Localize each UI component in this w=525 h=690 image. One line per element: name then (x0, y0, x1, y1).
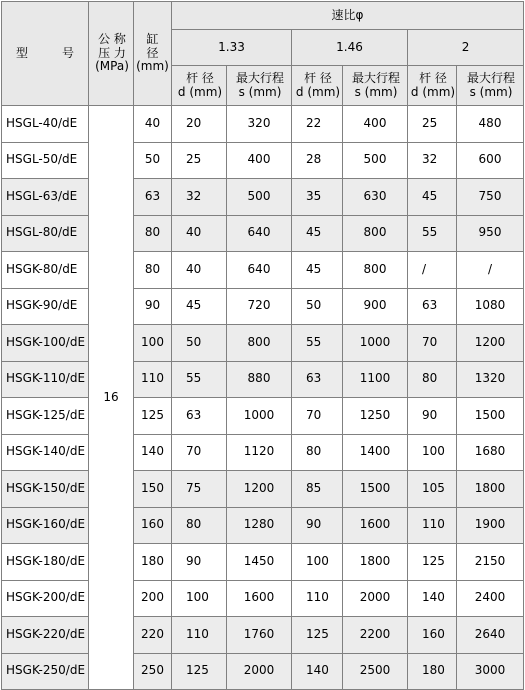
model-cell: HSGK-200/dE (2, 580, 89, 617)
bore-header-line-2: 径 (146, 45, 159, 60)
bore-cell: 100 (134, 325, 172, 362)
stroke-cell-3: 480 (457, 106, 524, 143)
rod-cell-1: 20 (172, 106, 227, 143)
model-cell: HSGK-90/dE (2, 288, 89, 325)
rod-cell-1: 90 (172, 544, 227, 581)
rod-cell-3: 70 (408, 325, 457, 362)
table-row (2, 580, 524, 617)
table-row (2, 252, 524, 289)
rod-cell-1: 75 (172, 471, 227, 508)
rod-cell-1: 40 (172, 215, 227, 252)
table-row (2, 653, 524, 690)
rod-cell-1: 63 (172, 398, 227, 435)
rod-cell-3: 25 (408, 106, 457, 143)
model-cell: HSGL-80/dE (2, 215, 89, 252)
bore-header (134, 2, 172, 106)
model-header-char-2: 号 (62, 45, 75, 60)
table-row (2, 398, 524, 435)
spec-table (1, 1, 524, 690)
stroke-cell-1: 1200 (227, 471, 292, 508)
table-row (2, 617, 524, 654)
pressure-header-line-2: 压 力 (98, 45, 126, 60)
table-row (2, 471, 524, 508)
table-row (2, 544, 524, 581)
rod-cell-1: 25 (172, 142, 227, 179)
rod-cell-3: 63 (408, 288, 457, 325)
rod-cell-2: 63 (292, 361, 343, 398)
bore-cell: 140 (134, 434, 172, 471)
table-row (2, 325, 524, 362)
stroke-cell-1: 1000 (227, 398, 292, 435)
stroke-cell-2: 800 (343, 252, 408, 289)
stroke-cell-2: 2000 (343, 580, 408, 617)
rod-cell-2: 70 (292, 398, 343, 435)
rod-cell-3: / (408, 252, 457, 289)
rod-cell-2: 28 (292, 142, 343, 179)
stroke-cell-1: 880 (227, 361, 292, 398)
model-cell: HSGK-100/dE (2, 325, 89, 362)
rod-cell-1: 32 (172, 179, 227, 216)
rod-cell-2: 110 (292, 580, 343, 617)
stroke-cell-3: 950 (457, 215, 524, 252)
model-cell: HSGK-160/dE (2, 507, 89, 544)
stroke-cell-3: 2400 (457, 580, 524, 617)
stroke-cell-3: 3000 (457, 653, 524, 690)
bore-cell: 150 (134, 471, 172, 508)
stroke-cell-1: 2000 (227, 653, 292, 690)
bore-cell: 110 (134, 361, 172, 398)
stroke-cell-3: 1200 (457, 325, 524, 362)
model-header-char-1: 型 (15, 45, 28, 60)
model-cell: HSGK-80/dE (2, 252, 89, 289)
stroke-cell-1: 1280 (227, 507, 292, 544)
stroke-cell-2: 800 (343, 215, 408, 252)
stroke-cell-3: 2150 (457, 544, 524, 581)
rod-cell-2: 45 (292, 215, 343, 252)
stroke-header-1 (227, 66, 292, 106)
rod-header-3-line-2: d (mm) (410, 84, 456, 99)
pressure-header-line-1: 公 称 (98, 31, 126, 46)
rod-cell-3: 55 (408, 215, 457, 252)
rod-cell-3: 32 (408, 142, 457, 179)
table-row (2, 215, 524, 252)
stroke-cell-2: 1000 (343, 325, 408, 362)
stroke-cell-2: 2500 (343, 653, 408, 690)
rod-cell-3: 45 (408, 179, 457, 216)
stroke-cell-1: 640 (227, 252, 292, 289)
rod-header-3-line-1: 杆 径 (419, 70, 447, 85)
table-row (2, 507, 524, 544)
ratio-2-header: 1.46 (292, 30, 408, 66)
model-cell: HSGK-110/dE (2, 361, 89, 398)
pressure-cell: 16 (89, 106, 134, 690)
rod-cell-3: 125 (408, 544, 457, 581)
rod-header-2 (292, 66, 343, 106)
rod-cell-2: 50 (292, 288, 343, 325)
model-cell: HSGK-125/dE (2, 398, 89, 435)
rod-cell-3: 180 (408, 653, 457, 690)
rod-header-1-line-1: 杆 径 (186, 70, 214, 85)
rod-cell-3: 140 (408, 580, 457, 617)
stroke-cell-1: 400 (227, 142, 292, 179)
bore-cell: 50 (134, 142, 172, 179)
table-row (2, 142, 524, 179)
stroke-cell-2: 400 (343, 106, 408, 143)
pressure-header (89, 2, 134, 106)
rod-cell-2: 45 (292, 252, 343, 289)
rod-header-1-line-2: d (mm) (177, 84, 223, 99)
table-row (2, 179, 524, 216)
bore-cell: 180 (134, 544, 172, 581)
model-cell: HSGK-220/dE (2, 617, 89, 654)
rod-cell-2: 125 (292, 617, 343, 654)
rod-cell-1: 50 (172, 325, 227, 362)
stroke-cell-2: 630 (343, 179, 408, 216)
bore-cell: 63 (134, 179, 172, 216)
stroke-header-2 (343, 66, 408, 106)
rod-cell-3: 105 (408, 471, 457, 508)
rod-cell-1: 70 (172, 434, 227, 471)
stroke-cell-2: 500 (343, 142, 408, 179)
rod-cell-2: 55 (292, 325, 343, 362)
table-row (2, 434, 524, 471)
stroke-cell-2: 900 (343, 288, 408, 325)
stroke-cell-1: 1450 (227, 544, 292, 581)
rod-cell-2: 140 (292, 653, 343, 690)
stroke-cell-1: 1120 (227, 434, 292, 471)
rod-cell-1: 125 (172, 653, 227, 690)
stroke-cell-3: 2640 (457, 617, 524, 654)
bore-cell: 40 (134, 106, 172, 143)
bore-header-line-3: (mm) (136, 59, 169, 74)
bore-cell: 80 (134, 252, 172, 289)
model-cell: HSGK-250/dE (2, 653, 89, 690)
rod-cell-3: 110 (408, 507, 457, 544)
stroke-cell-2: 1250 (343, 398, 408, 435)
rod-cell-2: 22 (292, 106, 343, 143)
bore-cell: 125 (134, 398, 172, 435)
bore-cell: 200 (134, 580, 172, 617)
rod-cell-1: 55 (172, 361, 227, 398)
table-row (2, 361, 524, 398)
rod-cell-2: 80 (292, 434, 343, 471)
stroke-header-1-line-2: s (mm) (238, 84, 282, 99)
bore-cell: 220 (134, 617, 172, 654)
stroke-cell-2: 1100 (343, 361, 408, 398)
rod-cell-2: 90 (292, 507, 343, 544)
rod-header-3 (408, 66, 457, 106)
stroke-cell-3: 1320 (457, 361, 524, 398)
stroke-cell-1: 1600 (227, 580, 292, 617)
ratio-3-header: 2 (408, 30, 524, 66)
rod-cell-1: 80 (172, 507, 227, 544)
model-cell: HSGL-40/dE (2, 106, 89, 143)
rod-header-1 (172, 66, 227, 106)
rod-cell-3: 100 (408, 434, 457, 471)
stroke-cell-2: 1500 (343, 471, 408, 508)
stroke-cell-3: 1900 (457, 507, 524, 544)
stroke-header-3-line-1: 最大行程 (467, 70, 516, 85)
stroke-header-2-line-1: 最大行程 (351, 70, 400, 85)
rod-cell-1: 45 (172, 288, 227, 325)
stroke-header-3-line-2: s (mm) (469, 84, 513, 99)
stroke-header-2-line-2: s (mm) (354, 84, 398, 99)
rod-header-2-line-1: 杆 径 (304, 70, 332, 85)
model-cell: HSGK-150/dE (2, 471, 89, 508)
stroke-cell-3: 1080 (457, 288, 524, 325)
stroke-cell-3: 1500 (457, 398, 524, 435)
rod-cell-2: 85 (292, 471, 343, 508)
model-cell: HSGK-180/dE (2, 544, 89, 581)
rod-header-2-line-2: d (mm) (295, 84, 341, 99)
stroke-cell-1: 320 (227, 106, 292, 143)
stroke-header-1-line-1: 最大行程 (235, 70, 284, 85)
table-row (2, 106, 524, 143)
stroke-cell-3: 1680 (457, 434, 524, 471)
stroke-cell-1: 1760 (227, 617, 292, 654)
stroke-cell-1: 720 (227, 288, 292, 325)
table-body (2, 106, 524, 690)
stroke-cell-3: / (457, 252, 524, 289)
stroke-cell-2: 1400 (343, 434, 408, 471)
ratio-header: 速比φ (172, 2, 524, 30)
stroke-cell-1: 500 (227, 179, 292, 216)
bore-cell: 160 (134, 507, 172, 544)
stroke-cell-1: 800 (227, 325, 292, 362)
table-row (2, 288, 524, 325)
rod-cell-1: 100 (172, 580, 227, 617)
rod-cell-2: 35 (292, 179, 343, 216)
bore-cell: 80 (134, 215, 172, 252)
stroke-cell-2: 2200 (343, 617, 408, 654)
rod-cell-3: 80 (408, 361, 457, 398)
stroke-cell-3: 750 (457, 179, 524, 216)
stroke-cell-1: 640 (227, 215, 292, 252)
bore-cell: 90 (134, 288, 172, 325)
ratio-1-header: 1.33 (172, 30, 292, 66)
model-header (2, 2, 89, 106)
stroke-cell-2: 1800 (343, 544, 408, 581)
bore-header-line-1: 缸 (146, 31, 159, 46)
rod-cell-1: 40 (172, 252, 227, 289)
model-cell: HSGL-50/dE (2, 142, 89, 179)
rod-cell-3: 160 (408, 617, 457, 654)
bore-cell: 250 (134, 653, 172, 690)
rod-cell-3: 90 (408, 398, 457, 435)
model-cell: HSGK-140/dE (2, 434, 89, 471)
model-cell: HSGL-63/dE (2, 179, 89, 216)
rod-cell-2: 100 (292, 544, 343, 581)
stroke-cell-3: 1800 (457, 471, 524, 508)
stroke-header-3 (457, 66, 524, 106)
rod-cell-1: 110 (172, 617, 227, 654)
pressure-header-line-3: (MPa) (95, 59, 129, 74)
stroke-cell-2: 1600 (343, 507, 408, 544)
stroke-cell-3: 600 (457, 142, 524, 179)
